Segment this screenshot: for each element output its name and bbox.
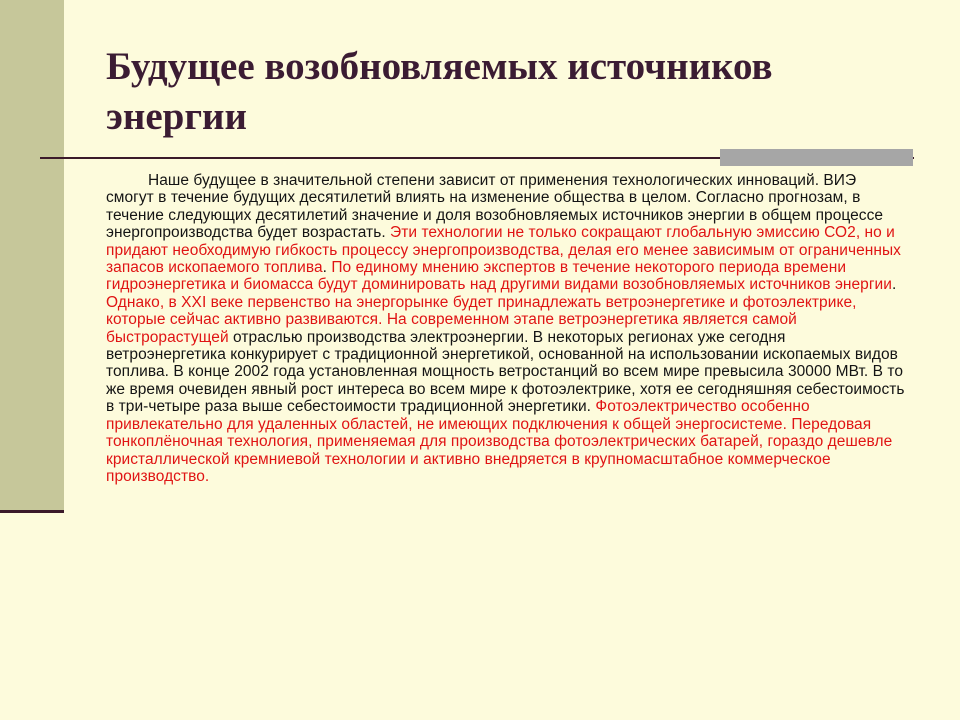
decorative-side-bar (0, 0, 64, 512)
highlighted-text-run: Однако, в XXI веке первенство на энергорынке будет принадлежать ветроэнергетике и фотоэлектрике, которые сейчас активно развиваются. На современном этапе ветроэнергетика является самой быстрорастущей (106, 293, 857, 346)
decorative-gray-block (720, 149, 913, 166)
highlighted-text-run: По единому мнению экспертов в течение некоторого периода времени гидроэнергетика и биомасса будут доминировать над другими видами возобновляемых источников энергии (106, 259, 892, 294)
slide-title: Будущее возобновляемых источников энергии (106, 45, 773, 138)
side-bar-underline (0, 510, 64, 513)
text-run: . (322, 259, 332, 277)
text-run: отраслью производства электроэнергии. В некоторых регионах уже сегодня ветроэнергетика конкурирует с традиционной энергетикой, основанной на использовании ископаемых видов топлива. В конце 2002 года установленная мощность ветростанций во всем мире превысила 30000 МВт. В то же время очевиден явный рост интереса во всем мире к фотоэлектрике, хотя ее сегодняшняя себестоимость в три-четыре раза выше себестоимости традиционной энергетики. (106, 328, 905, 416)
text-run: . (891, 276, 897, 294)
slide-body-paragraph (106, 172, 906, 485)
highlighted-text-run: Эти технологии не только сокращают глобальную эмиссию СО2, но и придают необходимую гибкость процессу энергопроизводства, делая его менее зависимым от ограниченных запасов ископаемого топлива (106, 224, 901, 277)
text-run: Наше будущее в значительной степени зависит от применения технологических инноваций. ВИЭ смогут в течение будущих десятилетий влиять на изменение общества в целом. Согласно прогнозам, в течение следующих десятилетий значение и доля возобновляемых источников энергии в общем процессе энергопроизводства будет возрастать. (106, 172, 884, 242)
highlighted-text-run: Фотоэлектричество особенно привлекательно для удаленных областей, не имеющих подключения к общей энергосистеме. Передовая тонкоплёночная технология, применяемая для производства фотоэлектрических батарей, гораздо дешевле кристаллической кремниевой технологии и активно внедряется в крупномасштабное коммерческое производство. (106, 398, 893, 485)
